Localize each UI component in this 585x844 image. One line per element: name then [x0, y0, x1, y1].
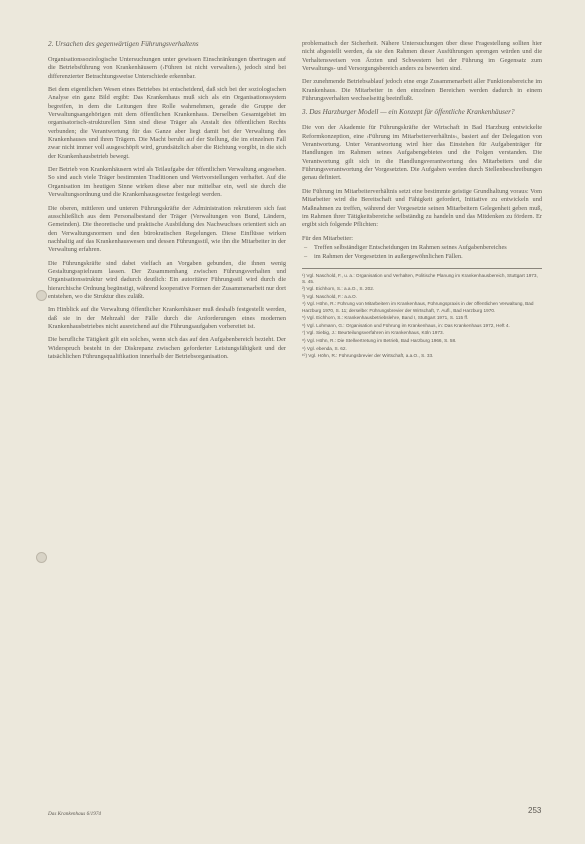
paragraph: Organisationssoziologische Untersuchungen unter gewissen Einschränkungen übertragen auf die Betriebsführung von Krankenhäusern (›Führen ist nicht verwalten‹), jedoch sind bei differenzierter Betrachtungsweise Unterschiede erkennbar.: [48, 56, 286, 80]
paragraph: Der zunehmende Betriebsablauf jedoch eine enge Zusammenarbeit aller Funktionsbereiche im Krankenhaus. Die Mitarbeiter in den einzelnen Bereichen werden dadurch in einem Führungsverhalten wechselseitig beeinflußt.: [302, 78, 542, 103]
footnotes: [302, 268, 542, 360]
footnote: ¹⁰) Vgl. Höhn, R.: Führungsbrevier der Wirtschaft, a.a.O., S. 33.: [302, 353, 434, 359]
section-heading: 2. Ursachen des gegenwärtigen Führungsverhaltens: [48, 40, 199, 48]
footnote: ³) Vgl. Naschold, F.: a.a.O.: [302, 293, 357, 299]
footnote: ⁵) Vgl. Eichhorn, S.: Krankenhausbetriebslehre, Band I, Stuttgart 1971, S. 115 ff.: [302, 315, 469, 321]
paragraph: Die Führung im Mitarbeiterverhältnis setzt eine bestimmte geistige Grundhaltung voraus: Vom Mitarbeiter wird die Bereitschaft und Fähigkeit gefordert, Initiative zu entwickeln und Maßnahmen zu treffen, während der Vorgesetzte seinen Mitarbeitern Gelegenheit geben muß, im Rahmen ihrer Tätigkeitsbereiche selbständig zu handeln und das Mitdenken zu fördern. Er ergibt sich folgende Pflichten:: [302, 187, 542, 229]
paragraph: Die berufliche Tätigkeit gilt ein solches, wenn sich das auf den Aufgabenbereich bezieht. Der Widerspruch besteht in der Diskrepanz zwischen geforderter Leistungsfähigkeit und der tatsächlichen Führungsqualifikation innerhalb der Betriebsorganisation.: [48, 336, 286, 360]
footnote: ⁶) Vgl. Lohmann, G.: Organisation und Führung im Krankenhaus, in: Das Krankenhaus 1972, Heft 4.: [302, 322, 510, 328]
list-item: – Treffen selbständiger Entscheidungen im Rahmen seines Aufgabenbereiches: [302, 244, 542, 252]
paragraph: Im Hinblick auf die Verwaltung öffentlicher Krankenhäuser muß deshalb festgestellt werden, daß sie in der Mehrzahl der Fälle durch die Anforderungen eines modernen Krankenhausbetriebes nicht ausreichend auf die Führungsaufgaben vorbereitet ist.: [48, 306, 286, 330]
paragraph: problematisch der Sicherheit. Nähere Untersuchungen über diese Fragestellung sollten hier nicht abgestellt werden, da sie den Rahmen dieser Ausführungen sprengen würden und die Verhaltensweisen von Ärzten und Schwestern bei der Führung im Gegensatz zum Verwaltungs- und Versorgungsbereich anders zu bewerten sind.: [302, 40, 542, 73]
page-number: 253: [528, 806, 542, 815]
paragraph: Die oberen, mittleren und unteren Führungskräfte der Administration rekrutieren sich fast ausschließlich aus dem Personalbestand der Träger (Verwaltungen von Bund, Ländern, Gemeinden). Die theoretische und praktische Ausbildung des Nachwuchses orientiert sich an den Verwaltungsnormen und den bürokratischen Regelungen. Diese Einflüsse wirken nachhaltig auf das Krankenhauswesen und dessen Führungsstil, wie ihn die Mitarbeiter in der Verwaltung erfahren.: [48, 204, 286, 254]
list-intro: Für den Mitarbeiter:: [302, 234, 354, 242]
duty-list: [302, 244, 542, 262]
footnote: ⁷) Vgl. Siebig, J.: Beurteilungsverfahren im Krankenhaus, Köln 1973.: [302, 330, 444, 336]
footnote: ²) Vgl. Eichhorn, S.: a.a.O., S. 202.: [302, 286, 375, 292]
footnote: ¹) Vgl. Naschold, F., u. a.: Organisation und Verhalten, Politische Planung im Krankenhausbereich, Stuttgart 1973, S. 45.: [302, 272, 538, 284]
left-column: [48, 40, 286, 366]
punch-hole: [36, 290, 47, 301]
footnote: ⁹) Vgl. ebenda, S. 62.: [302, 345, 347, 351]
section-heading: 3. Das Harzburger Modell — ein Konzept für öffentliche Krankenhäuser?: [302, 108, 515, 117]
footnote: ⁸) Vgl. Höhn, R.: Die Stellvertretung im Betrieb, Bad Harzburg 1966, S. 58.: [302, 337, 457, 343]
paragraph: Die von der Akademie für Führungskräfte der Wirtschaft in Bad Harzburg entwickelte Reformkonzeption, eine ›Führung im Mitarbeiterverhältnis‹, basiert auf der Delegation von Verantwortung. Unter Verantwortung wird hier das Einstehen für Aufgabenträger für Handlungen im Rahmen seines Aufgabengebietes und die Folgen verstanden. Die Verantwortung gilt sich in die Handlungsverantwortung des Mitarbeiters und die Führungsverantwortung der Vorgesetzten. Die Aufgaben werden durch Stellenbeschreibungen genau definiert.: [302, 124, 542, 182]
journal-footer: Das Krankenhaus 6/1974: [48, 811, 102, 817]
paragraph: Bei dem eigentlichen Wesen eines Betriebes ist entscheidend, daß sich bei der soziologischen Analyse ein ganz Bild ergibt: Das Krankenhaus muß sich als ein Organisationssystem begreifen, in dem die Leitungen ihre Rolle wahrnehmen, gerade die Gruppe der Verwaltungsangehörigen mit dem öffentlichen Krankenhaus. Derselben Gesamtgebiet im organisatorisch-strukturellen Sinn sind diese Träger als Anstalt des öffentlichen Rechts verbunden; die Verantwortung für das Ganze aber liegt damit bei der Verwaltung des Krankenhauses und ihren Trägern. Die Macht beruht auf der Stellung, die im einzelnen Fall zwar nicht immer voll ausgeschöpft wird, grundsätzlich aber die Richtung vorgibt, in die sich der Krankenhausbetrieb bewegt.: [48, 86, 286, 160]
punch-hole: [36, 552, 47, 563]
list-item: – im Rahmen der Vorgesetzten in außergewöhnlichen Fällen.: [302, 253, 542, 261]
footnote: ⁴) Vgl. Höhn, R.: Führung von Mitarbeitern im Krankenhaus, Führungspraxis in der öffentlichen Verwaltung, Bad Harzburg 1970, S. 11; derselbe: Führungsbrevier der Wirtschaft, 7. Aufl., Bad Harzburg 1970.: [302, 301, 534, 313]
right-column: [302, 40, 542, 361]
paragraph: Der Betrieb von Krankenhäusern wird als Teilaufgabe der öffentlichen Verwaltung angesehen. So sind auch viele Träger bestimmten Traditionen und Wertvorstellungen verhaftet. Auf die Organisation im heutigen Sinne wirken diese aber nur mittelbar ein, weil sie durch die Verwaltungsordnung und die Krankenhausgesetze festgelegt werden.: [48, 166, 286, 199]
paragraph: Die Führungskräfte sind dabei vielfach an Vorgaben gebunden, die ihnen wenig Gestaltungsspielraum lassen. Der Zusammenhang zwischen Führungsverhalten und Organisationsstruktur wird dadurch deutlich: Ein autoritärer Führungsstil wird durch die hierarchische Ordnung begünstigt, während kooperative Formen der Zusammenarbeit nur dort entstehen, wo die Struktur dies zuläßt.: [48, 259, 286, 300]
